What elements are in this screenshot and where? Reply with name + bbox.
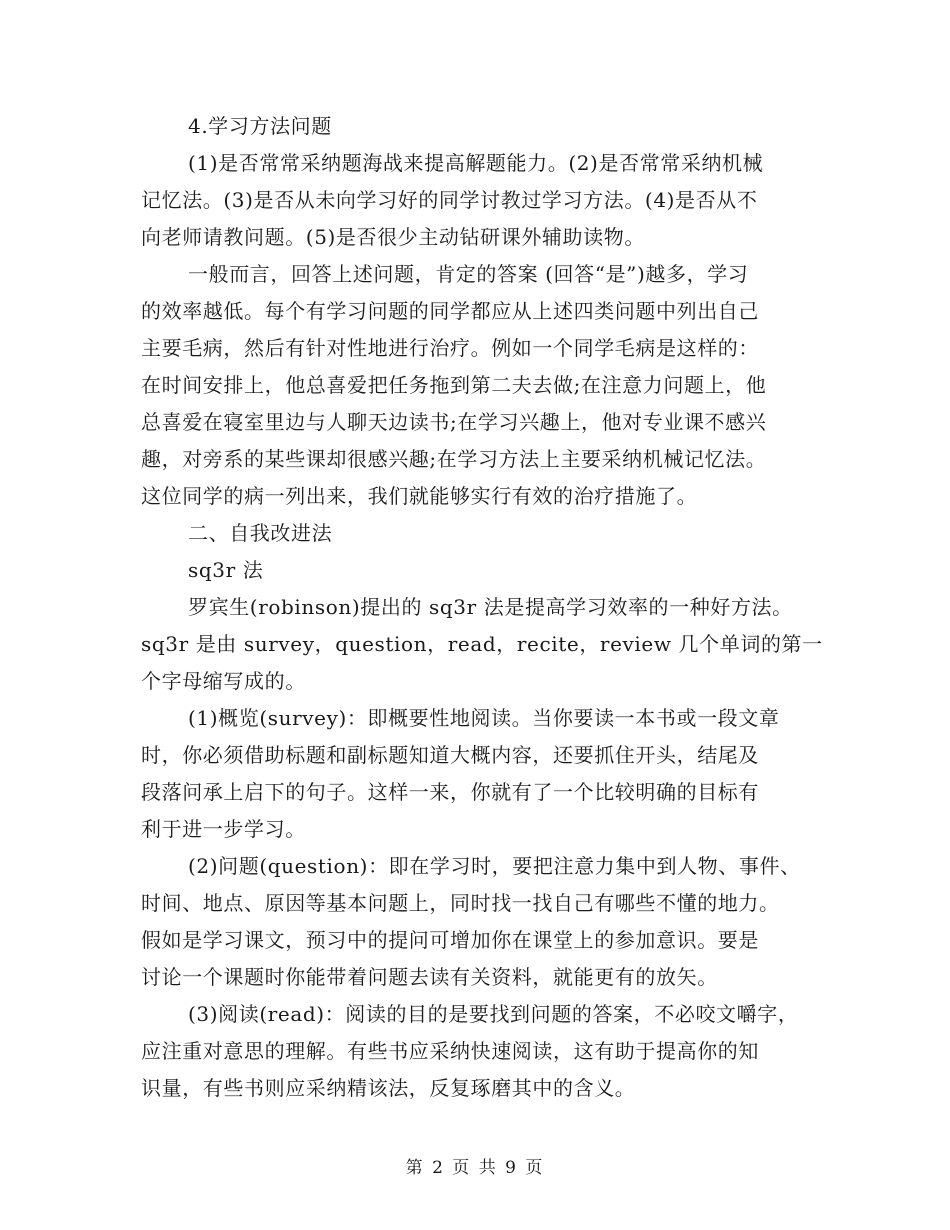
text-line: 记忆法。(3)是否从未向学习好的同学讨教过学习方法。(4)是否从不 [141, 188, 758, 212]
text-line: 讨论一个课题时你能带着问题去读有关资料，就能更有的放矢。 [141, 965, 718, 989]
text-line: 利于进一步学习。 [141, 817, 306, 841]
text-line: 在时间安排上，他总喜爱把任务拖到第二夫去做;在注意力问题上，他 [141, 373, 767, 397]
text-line: sq3r 是由 survey，question，read，recite，review 几个单词的第一 [141, 632, 823, 656]
text-line: 向老师请教问题。(5)是否很少主动钻研课外辅助读物。 [141, 225, 645, 249]
text-line: (1)概览(survey)：即概要性地阅读。当你要读一本书或一段文章 [188, 706, 780, 730]
text-line: 的效率越低。每个有学习问题的同学都应从上述四类问题中列出自己 [141, 299, 759, 323]
text-line: 识量，有些书则应采纳精该法，反复琢磨其中的含义。 [141, 1076, 636, 1100]
subsection-heading: sq3r 法 [188, 558, 264, 582]
text-line: 罗宾生(robinson)提出的 sq3r 法是提高学习效率的一种好方法。 [188, 595, 793, 619]
text-line: (1)是否常常采纳题海战来提高解题能力。(2)是否常常采纳机械 [188, 151, 764, 175]
text-line: 时间、地点、原因等基本问题上，同时找一找自己有哪些不懂的地力。 [141, 891, 780, 915]
text-line: 这位同学的病一列出来，我们就能够实行有效的治疗措施了。 [141, 484, 698, 508]
text-line: (3)阅读(read)：阅读的目的是要找到问题的答案，不必咬文嚼字， [188, 1002, 799, 1026]
text-line: 总喜爱在寝室里边与人聊天边读书;在学习兴趣上，他对专业课不感兴 [141, 410, 767, 434]
text-line: 个字母缩写成的。 [141, 669, 306, 693]
text-line: 段落问承上启下的句子。这样一来，你就有了一个比较明确的目标有 [141, 780, 759, 804]
page-footer: 第 2 页 共 9 页 [405, 1158, 545, 1178]
text-line: (2)问题(question)：即在学习时，要把注意力集中到人物、事件、 [188, 854, 801, 878]
text-line: 应注重对意思的理解。有些书应采纳快速阅读，这有助于提高你的知 [141, 1039, 759, 1063]
text-line: 假如是学习课文，预习中的提问可增加你在课堂上的参加意识。要是 [141, 928, 759, 952]
text-line: 趣，对旁系的某些课却很感兴趣;在学习方法上主要采纳机械记忆法。 [141, 447, 767, 471]
text-line: 主要毛病，然后有针对性地进行治疗。例如一个同学毛病是这样的： [141, 336, 759, 360]
text-line: 一般而言，回答上述问题，肯定的答案 (回答“是”)越多，学习 [188, 262, 749, 286]
text-line: 4.学习方法问题 [188, 114, 332, 138]
section-heading: 二、自我改进法 [188, 521, 333, 545]
text-line: 时，你必须借助标题和副标题知道大概内容，还要抓住开头，结尾及 [141, 743, 759, 767]
